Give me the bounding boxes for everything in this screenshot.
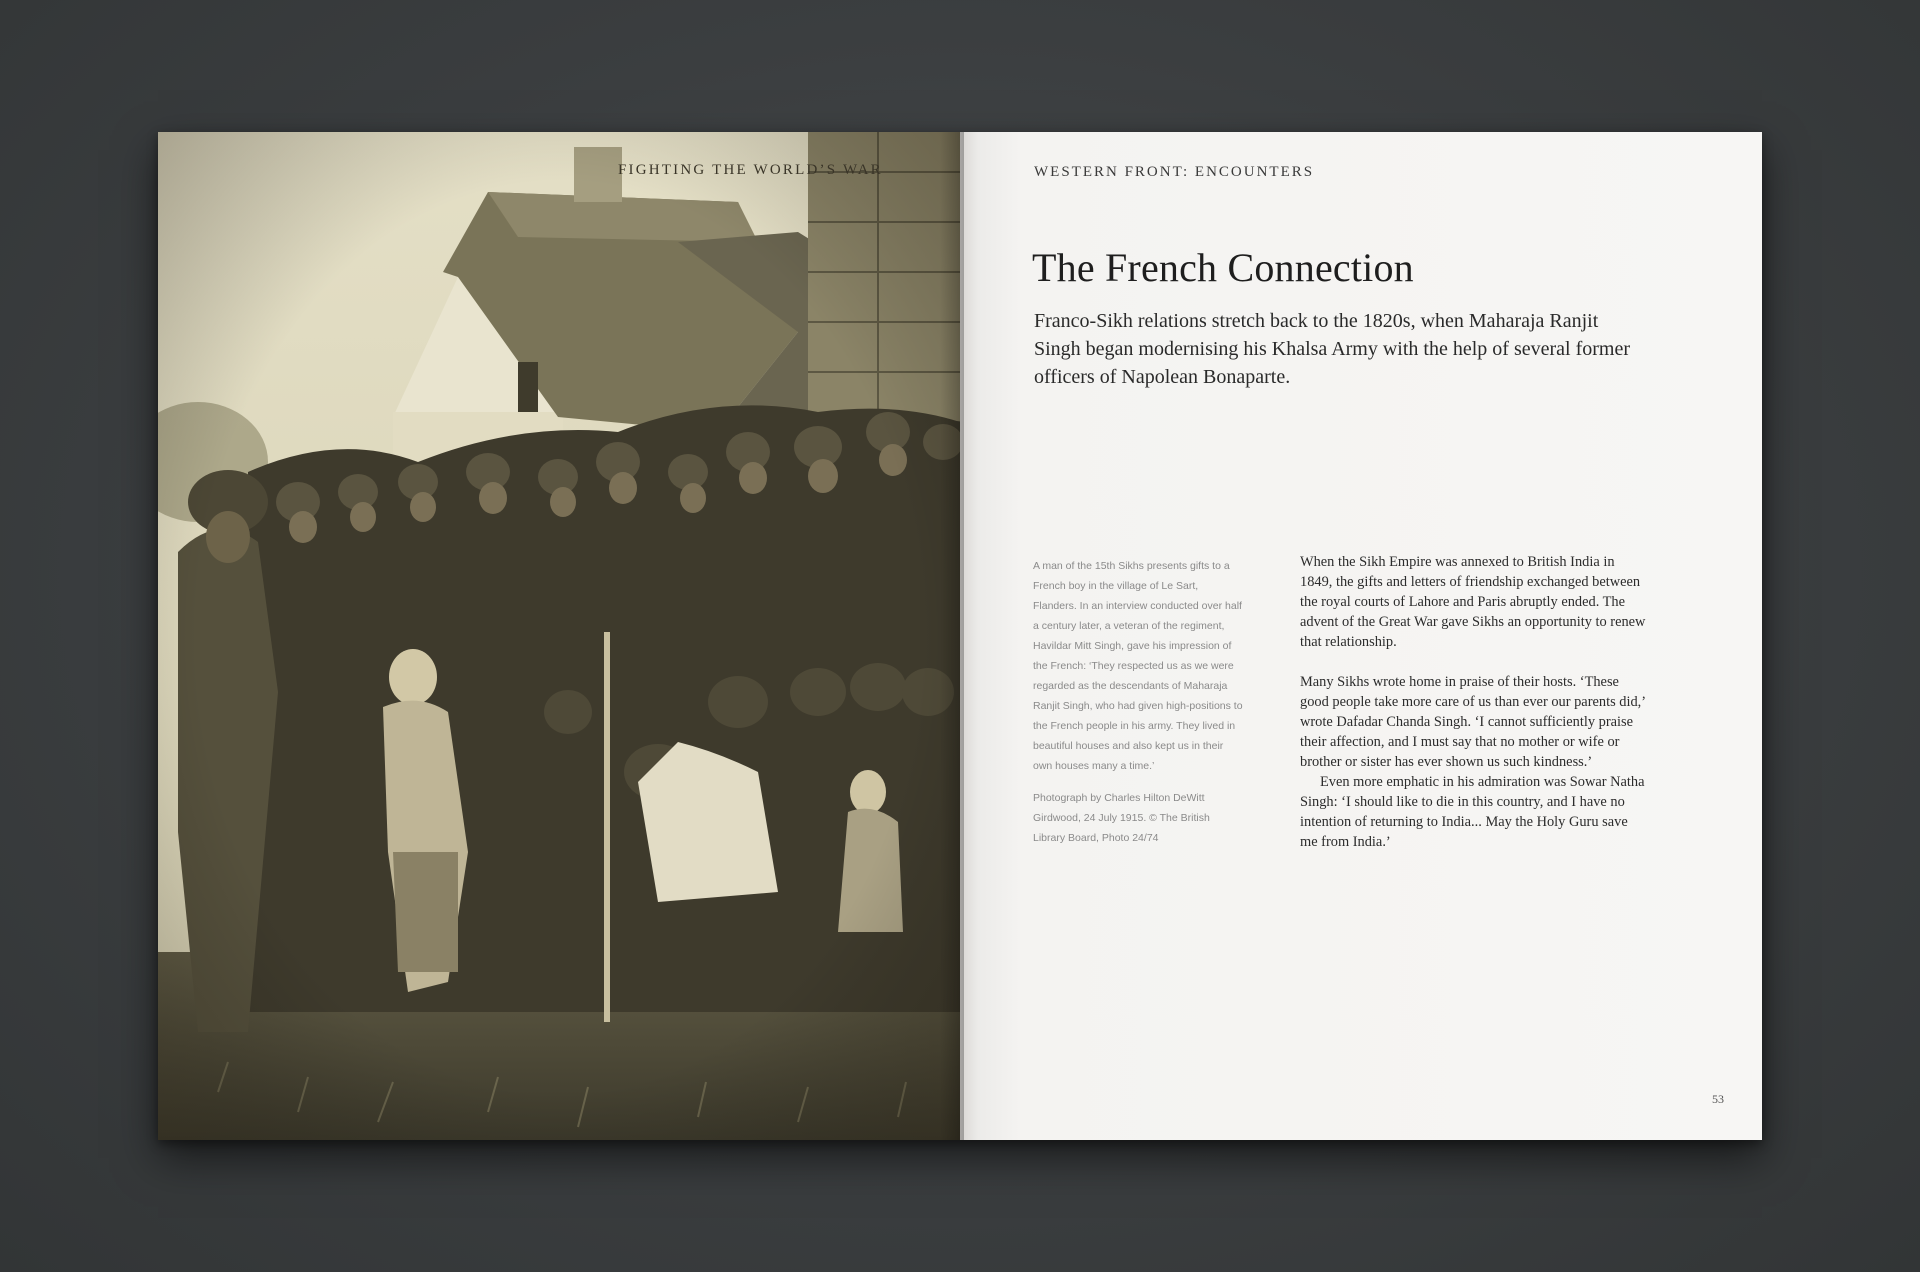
- page-title: The French Connection: [1032, 245, 1414, 290]
- lede-paragraph: Franco-Sikh relations stretch back to the 1820s, when Maharaja Ranjit Singh began modernising his Khalsa Army with the help of several former officers of Napolean Bonaparte.: [1034, 310, 1630, 388]
- photo-caption: [1033, 556, 1243, 860]
- right-page: [960, 132, 1762, 1140]
- body-paragraph-2: Many Sikhs wrote home in praise of their hosts. ‘These good people take more care of us than ever our parents did,’ wrote Dafadar Chanda Singh. ‘I cannot sufficiently praise their affection, and I must say that no mother or wife or brother or sister has ever shown us such kindness.’: [1300, 674, 1645, 770]
- book-spread: [158, 132, 1762, 1140]
- body-paragraph-3: Even more emphatic in his admiration was Sowar Natha Singh: ‘I should like to die in this country, and I have no intention of returning to India... May the Holy Guru save me from India.’: [1300, 774, 1645, 850]
- body-text: [1300, 552, 1646, 872]
- caption-text: A man of the 15th Sikhs presents gifts to a French boy in the village of Le Sart, Flanders. In an interview conducted over half a century later, a veteran of the regiment, Havildar Mitt Singh, gave his impression of the French: ‘They respected us as we were regarded as the descendants of Maharaja Ranjit Singh, who had given high-positions to the French people in his army. They lived in beautiful houses and also kept us in their own houses many a time.’: [1033, 560, 1243, 772]
- sepia-photograph: [158, 132, 960, 1140]
- page-number: 53: [1712, 1092, 1724, 1106]
- body-paragraph-1: When the Sikh Empire was annexed to British India in 1849, the gifts and letters of friendship exchanged between the royal courts of Lahore and Paris abruptly ended. The advent of the Great War gave Sikhs an opportunity to renew that relationship.: [1300, 554, 1646, 650]
- gutter-shadow: [940, 132, 964, 1140]
- caption-credit: Photograph by Charles Hilton DeWitt Girdwood, 24 July 1915. © The British Library Board, Photo 24/74: [1033, 792, 1210, 844]
- running-head-left: FIGHTING THE WORLD’S WAR: [618, 162, 883, 178]
- running-head-right: WESTERN FRONT: ENCOUNTERS: [1034, 164, 1315, 180]
- left-page: [158, 132, 960, 1140]
